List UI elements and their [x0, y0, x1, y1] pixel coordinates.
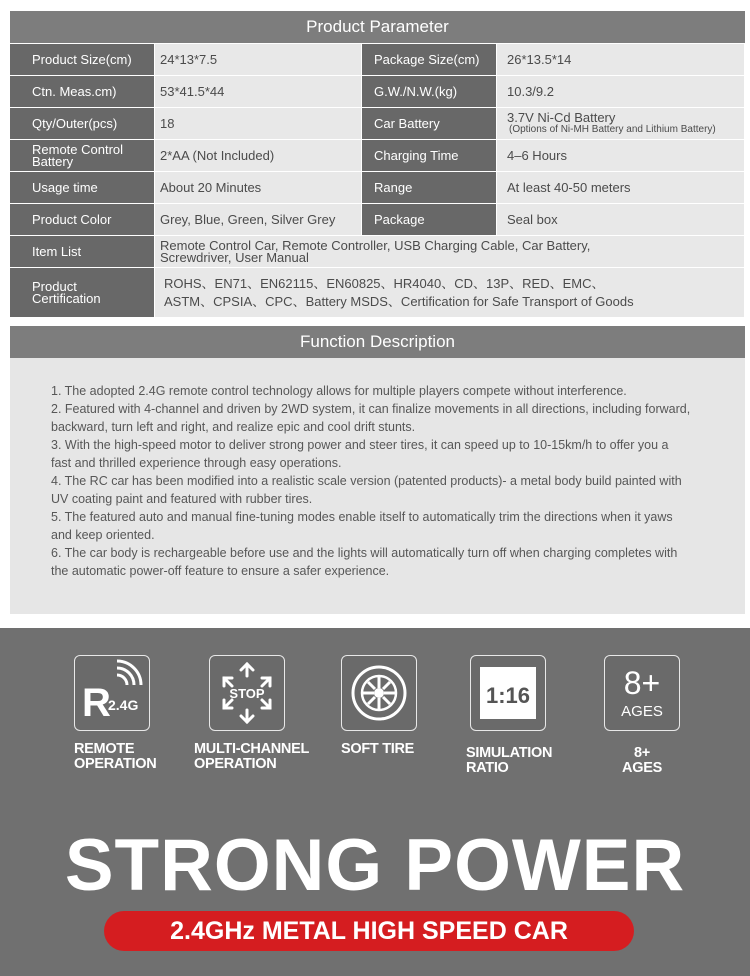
table-row — [10, 140, 745, 172]
table-row — [10, 44, 745, 76]
function-description-title: Function Description — [300, 332, 455, 351]
feature-soft-tire — [341, 655, 481, 757]
value-cell — [155, 236, 745, 267]
feature-label-line: 8+ — [634, 745, 650, 761]
feature-label — [194, 742, 349, 772]
description-line: fast and thrilled experience through easy operations. — [51, 456, 342, 470]
feature-label-line: SIMULATION — [466, 745, 553, 761]
label-cell: Usage time — [10, 172, 155, 203]
value-cell: 2*AA (Not Included) — [155, 140, 362, 171]
item-list-line: Screwdriver, User Manual — [160, 249, 309, 265]
feature-label — [341, 742, 481, 757]
table-row — [10, 76, 745, 108]
label-line: Product — [32, 278, 77, 294]
value-cell: About 20 Minutes — [155, 172, 362, 203]
value-cell: At least 40-50 meters — [497, 172, 745, 203]
label-cell — [10, 140, 155, 171]
value-cell: Seal box — [497, 204, 745, 235]
certification-line: ROHS、EN71、EN62115、EN60825、HR4040、CD、13P、RED、EMC、 — [164, 275, 605, 291]
value-cell: 24*13*7.5 — [155, 44, 362, 75]
table-row — [10, 108, 745, 140]
value-cell: 26*13.5*14 — [497, 44, 745, 75]
ratio-icon — [470, 655, 546, 731]
soft-tire-icon — [341, 655, 417, 731]
table-row — [10, 236, 745, 268]
stop-icon-text: STOP — [229, 686, 265, 701]
feature-label-line: MULTI-CHANNEL — [194, 741, 310, 757]
label-cell: Car Battery — [362, 108, 497, 139]
label-cell: Product Color — [10, 204, 155, 235]
parameter-table — [10, 44, 745, 318]
feature-ages — [604, 655, 744, 776]
speed-car-banner — [104, 911, 634, 951]
value-cell: 10.3/9.2 — [497, 76, 745, 107]
ages-icon-word: AGES — [621, 703, 663, 720]
feature-ratio — [466, 655, 610, 776]
value-cell: Grey, Blue, Green, Silver Grey — [155, 204, 362, 235]
speed-car-subheadline: 2.4GHz METAL HIGH SPEED CAR — [170, 916, 568, 945]
label-cell — [10, 268, 155, 317]
value-cell: 18 — [155, 108, 362, 139]
product-parameter-header — [10, 11, 745, 43]
description-line: 4. The RC car has been modified into a realistic scale version (patented products)- a metal body build painted with — [51, 474, 682, 488]
remote-2.4g-icon — [74, 655, 150, 731]
description-line: 5. The featured auto and manual fine-tuning modes enable itself to automatically trim the directions when it yaws — [51, 510, 673, 524]
table-row — [10, 268, 745, 318]
item-list-line: Remote Control Car, Remote Controller, USB Charging Cable, Car Battery, — [160, 237, 591, 253]
feature-label — [604, 746, 680, 776]
description-line: the automatic power-off feature to ensure a safer experience. — [51, 564, 390, 578]
description-line: 2. Featured with 4-channel and driven by 2WD system, it can finalize movements in all directions, including forward, — [51, 402, 691, 416]
feature-multichannel — [194, 655, 349, 772]
label-cell: Range — [362, 172, 497, 203]
strong-power-headline: STRONG POWER — [64, 825, 686, 906]
feature-remote — [74, 655, 214, 772]
table-row — [10, 204, 745, 236]
description-line: and keep oriented. — [51, 528, 155, 542]
label-cell: Qty/Outer(pcs) — [10, 108, 155, 139]
description-line: 3. With the high-speed motor to deliver strong power and steer tires, it can speed up to 10-15km/h to offer you a — [51, 438, 669, 452]
remote-icon-letter: R — [82, 681, 111, 725]
feature-label-line: OPERATION — [194, 756, 277, 772]
car-battery-note: (Options of Ni-MH Battery and Lithium Battery) — [509, 124, 716, 135]
car-battery-value: 3.7V Ni-Cd Battery — [507, 110, 616, 125]
ratio-icon-text: 1:16 — [485, 683, 531, 708]
ages-icon-number: 8+ — [623, 665, 661, 701]
function-description-header — [10, 326, 745, 358]
value-cell — [155, 268, 745, 317]
description-line: UV coating paint and featured with rubber tires. — [51, 492, 313, 506]
function-description-body — [10, 358, 745, 614]
ages-icon — [604, 655, 680, 731]
feature-label-line: REMOTE — [74, 741, 135, 757]
label-cell: Package — [362, 204, 497, 235]
feature-label — [74, 742, 214, 772]
value-cell: 4–6 Hours — [497, 140, 745, 171]
product-parameter-title: Product Parameter — [306, 17, 449, 36]
feature-label-line: OPERATION — [74, 756, 157, 772]
label-cell: Ctn. Meas.cm) — [10, 76, 155, 107]
description-line: backward, turn left and right, and realize epic and cool drift stunts. — [51, 420, 416, 434]
feature-label-line: SOFT TIRE — [341, 741, 415, 757]
label-cell: Item List — [10, 236, 155, 267]
label-cell: Charging Time — [362, 140, 497, 171]
label-cell: Product Size(cm) — [10, 44, 155, 75]
value-cell — [497, 108, 745, 139]
label-line: Remote Control — [32, 141, 124, 157]
label-cell: G.W./N.W.(kg) — [362, 76, 497, 107]
remote-icon-band: 2.4G — [108, 697, 139, 713]
multi-channel-icon — [209, 655, 285, 731]
feature-label — [466, 746, 610, 776]
label-cell: Package Size(cm) — [362, 44, 497, 75]
feature-label-line: AGES — [622, 760, 662, 776]
label-line: Battery — [32, 153, 74, 169]
value-cell: 53*41.5*44 — [155, 76, 362, 107]
label-line: Certification — [32, 290, 101, 306]
feature-panel — [0, 628, 750, 976]
feature-label-line: RATIO — [466, 760, 509, 776]
certification-line: ASTM、CPSIA、CPC、Battery MSDS、Certification for Safe Transport of Goods — [164, 293, 634, 309]
description-line: 1. The adopted 2.4G remote control technology allows for multiple players compete without interference. — [51, 384, 627, 398]
table-row — [10, 172, 745, 204]
description-line: 6. The car body is rechargeable before use and the lights will automatically turn off when charging completes with — [51, 546, 678, 560]
